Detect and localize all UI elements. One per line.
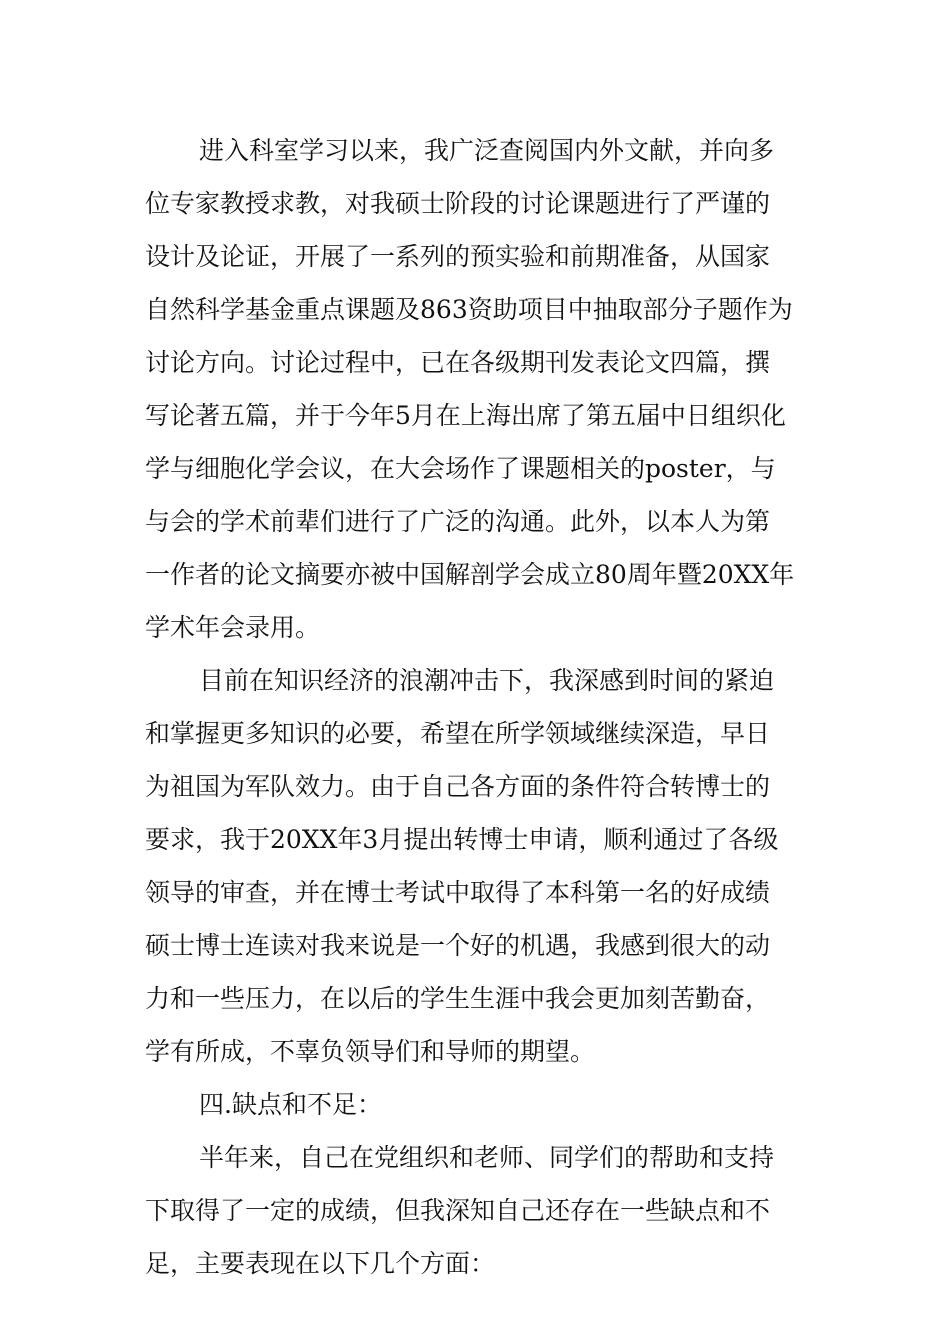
paragraph-line: 半年来，自己在党组织和老师、同学们的帮助和支持 [199,1143,775,1172]
paragraph-line: 为祖国为军队效力。由于自己各方面的条件符合转博士的 [145,772,771,801]
paragraph-line: 位专家教授求教，对我硕士阶段的讨论课题进行了严谨的 [145,189,771,218]
document-body [145,124,817,1290]
paragraph-line: 要求，我于20XX年3月提出转博士申请，顺利通过了各级 [145,825,779,854]
paragraph-line: 学有所成，不辜负领导们和导师的期望。 [145,1037,596,1066]
paragraph-line: 讨论方向。讨论过程中，已在各级期刊发表论文四篇，撰 [145,348,771,377]
paragraph-line: 学与细胞化学会议，在大会场作了课题相关的poster，与 [145,454,776,483]
paragraph-line: 足，主要表现在以下几个方面： [145,1249,496,1278]
paragraph-line: 一作者的论文摘要亦被中国解剖学会成立80周年暨20XX年 [145,560,795,589]
paragraph-line: 与会的学术前辈们进行了广泛的沟通。此外，以本人为第 [145,507,771,536]
paragraph-line: 领导的审查，并在博士考试中取得了本科第一名的好成绩 [145,878,771,907]
paragraph-line: 和掌握更多知识的必要，希望在所学领域继续深造，早日 [145,719,771,748]
paragraph-line: 力和一些压力，在以后的学生生涯中我会更加刻苦勤奋， [145,984,771,1013]
paragraph-line: 设计及论证，开展了一系列的预实验和前期准备，从国家 [145,242,771,271]
paragraph-line: 学术年会录用。 [145,613,321,642]
paragraph-line: 进入科室学习以来，我广泛查阅国内外文献，并向多 [199,136,775,165]
paragraph-line: 自然科学基金重点课题及863资助项目中抽取部分子题作为 [145,295,793,324]
paragraph-line: 下取得了一定的成绩，但我深知自己还存在一些缺点和不 [145,1196,771,1225]
paragraph-line: 硕士博士连读对我来说是一个好的机遇，我感到很大的动 [145,931,771,960]
paragraph-line: 写论著五篇，并于今年5月在上海出席了第五届中日组织化 [145,401,786,430]
section-heading: 四.缺点和不足： [199,1090,382,1119]
paragraph-line: 目前在知识经济的浪潮冲击下，我深感到时间的紧迫 [199,666,775,695]
